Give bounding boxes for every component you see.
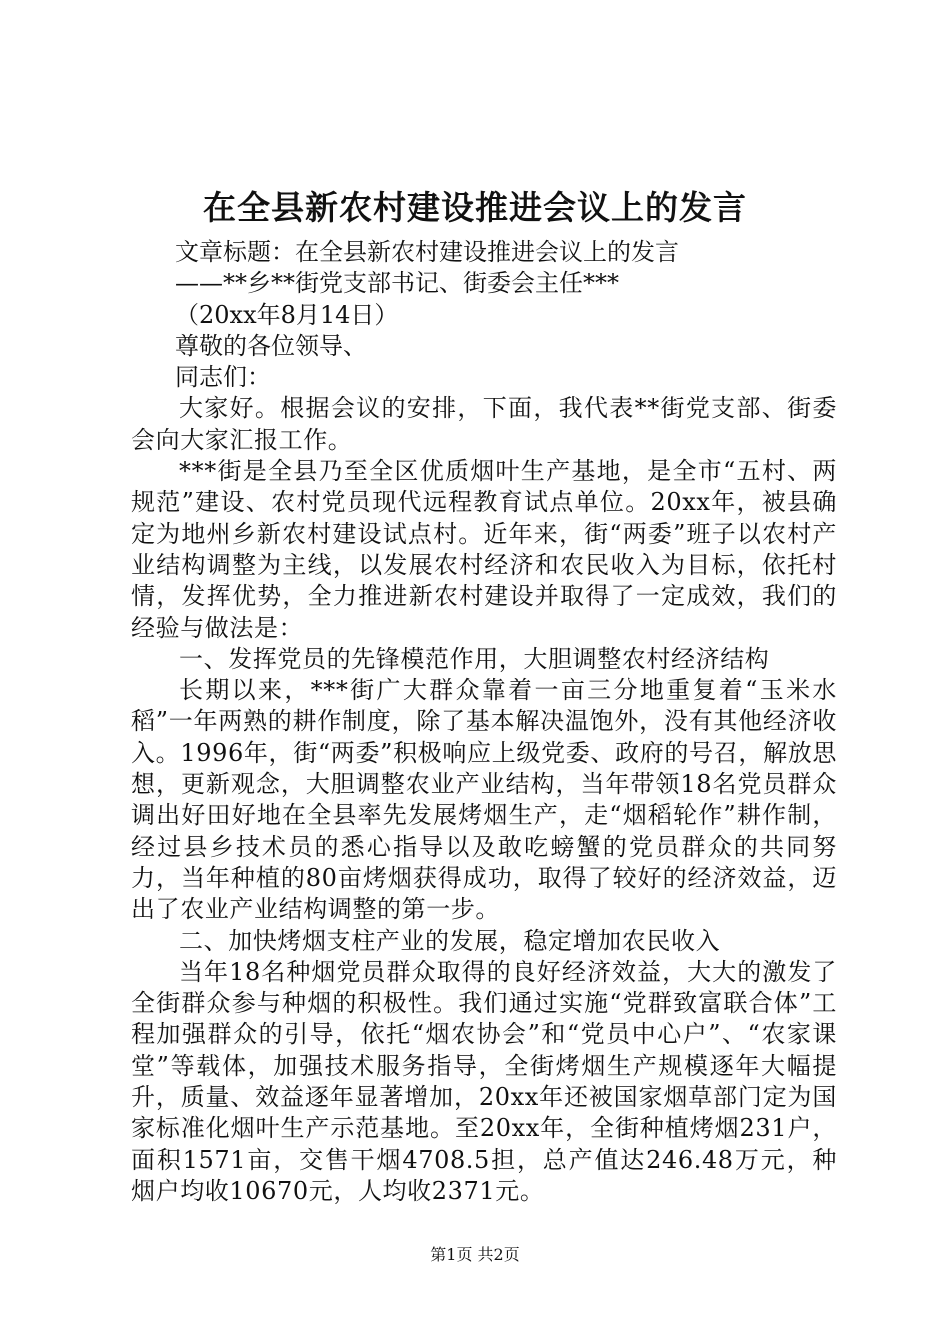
paragraph-introduction: ***街是全县乃至全区优质烟叶生产基地，是全市“五村、两规范”建设、农村党员现代远程教育试点单位。20xx年，被县确定为地州乡新农村建设试点村。近年来，街“两委”班子以农村产业结构调整为主线，以发展农村经济和农民收入为目标，依托村情，发挥优势，全力推进新农村建设并取得了一定成效，我们的经验与做法是： (131, 457, 837, 642)
section-heading-1: 一、发挥党员的先锋模范作用，大胆调整农村经济结构 (179, 644, 770, 673)
salutation-line-2: 同志们： (175, 363, 271, 392)
paragraph-section-2: 当年18名种烟党员群众取得的良好经济效益，大大的激发了全街群众参与种烟的积极性。我们通过实施“党群致富联合体”工程加强群众的引导，依托“烟农协会”和“党员中心户”、“农家课堂”等载体，加强技术服务指导，全街烤烟生产规模逐年大幅提升，质量、效益逐年显著增加，20xx年还被国家烟草部门定为国家标准化烟叶生产示范基地。至20xx年，全街种植烤烟231户，面积1571亩，交售干烟4708.5担，总产值达246.48万元，种烟户均收10670元，人均收2371元。 (131, 957, 837, 1205)
paragraph-greeting: 大家好。根据会议的安排，下面，我代表**街党支部、街委会向大家汇报工作。 (131, 394, 837, 454)
document-title: 在全县新农村建设推进会议上的发言 (203, 188, 747, 227)
section-heading-2: 二、加快烤烟支柱产业的发展，稳定增加农民收入 (179, 926, 721, 955)
speaker-line: ——**乡**街党支部书记、街委会主任*** (175, 269, 619, 298)
salutation-line: 尊敬的各位领导、 (175, 331, 367, 360)
paragraph-section-1: 长期以来，***街广大群众靠着一亩三分地重复着“玉米水稻”一年两熟的耕作制度，除了基本解决温饱外，没有其他经济收入。1996年，街“两委”积极响应上级党委、政府的号召，解放思想，更新观念，大胆调整农业产业结构，当年带领18名党员群众调出好田好地在全县率先发展烤烟生产，走“烟稻轮作”耕作制，经过县乡技术员的悉心指导以及敢吃螃蟹的党员群众的共同努力，当年种植的80亩烤烟获得成功，取得了较好的经济效益，迈出了农业产业结构调整的第一步。 (131, 676, 837, 924)
date-line: （20xx年8月14日） (175, 300, 399, 329)
article-title-line: 文章标题：在全县新农村建设推进会议上的发言 (175, 238, 679, 266)
document-body (131, 237, 837, 1207)
page-number-footer: 第1页 共2页 (430, 1245, 520, 1264)
